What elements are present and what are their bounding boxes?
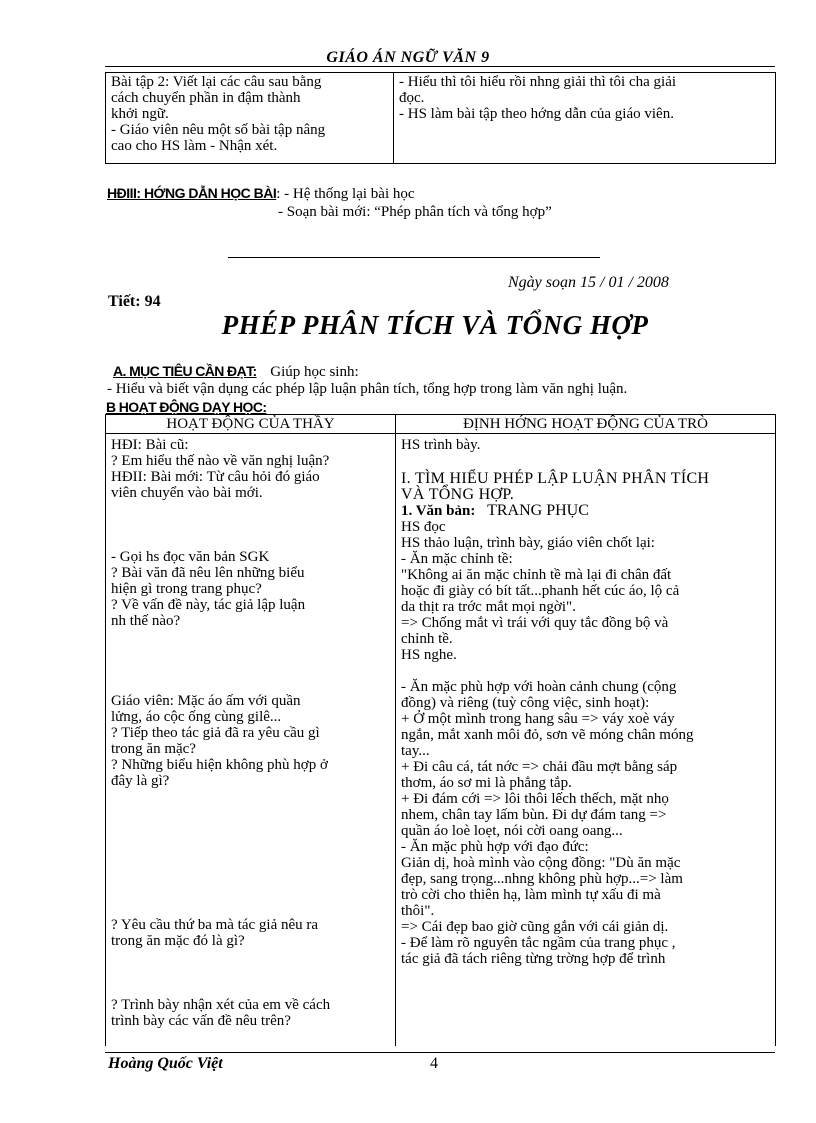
text-line [111,661,390,677]
text-line: ? Tiếp theo tác giả đã ra yêu cầu gì [111,725,320,741]
text-line: HS thảo luận, trình bày, giáo viên chốt lại: [401,535,655,551]
text-line: ? Em hiểu thế nào về văn nghị luận? [111,453,330,469]
text-line: "Không ai ăn mặc chỉnh tề mà lại đi chân đất [401,567,672,583]
text-line: lửng, áo cộc ống cùng gilê... [111,709,282,725]
text-line: + Đi câu cá, tát nớc => chải đầu mợt bằng sáp [401,759,678,775]
text-line [111,853,390,869]
exercise-student-cell [394,73,776,164]
section-divider [228,257,600,258]
text-line: HS nghe. [401,647,457,663]
teacher-column [106,434,396,1047]
footer-rule [105,1052,775,1053]
text-line [111,645,390,661]
text-line [111,981,390,997]
text-line: viên chuyển vào bài mới. [111,485,263,501]
text-line: trong ăn mặc? [111,741,196,757]
text-line: HS đọc [401,519,446,535]
text-line: - HS làm bài tập theo hớng dẫn của giáo viên. [399,106,674,122]
text-line: da thịt ra trớc mắt mọi ngời". [401,599,576,615]
homework-label: HĐIII: HỚNG DẪN HỌC BÀI [107,185,277,201]
text-line: nh thế nào? [111,613,181,629]
text-line: - Ăn mặc chỉnh tề: [401,551,513,567]
text-line [111,677,390,693]
lesson-date: Ngày soạn 15 / 01 / 2008 [508,274,669,291]
text-line [111,501,390,517]
student-lines [401,519,770,967]
footer-author: Hoàng Quốc Việt [108,1055,223,1072]
text-line [111,821,390,837]
homework-item-1: : - Hệ thống lại bài học [276,186,415,202]
text-line [111,949,390,965]
text-line: ? Trình bày nhận xét của em về cách [111,997,331,1013]
text-line: cách chuyển phần in đậm thành [111,90,301,106]
text-heading-label: 1. Văn bản: [401,503,476,519]
text-line: Giản dị, hoà mình vào cộng đồng: "Dù ăn mặc [401,855,681,871]
text-line: trò cời cho thiên hạ, làm mình tự xấu đi mà [401,887,661,903]
text-line: thơm, áo sơ mi là phẳng tắp. [401,775,572,791]
text-line: ? Bài văn đã nêu lên những biểu [111,565,305,581]
text-line: trong ăn mặc đó là gì? [111,933,245,949]
text-line: ? Những biểu hiện không phù hợp ở [111,757,328,773]
text-line: khởi ngữ. [111,106,169,122]
text-line: ? Về vấn đề này, tác giả lập luận [111,597,306,613]
text-line: đồng) và riêng (tuỳ công việc, sinh hoạt): [401,695,650,711]
text-line: quần áo loè loẹt, nói cời oang oang... [401,823,623,839]
text-line [111,805,390,821]
text-line [111,837,390,853]
objectives-heading [113,363,359,381]
student-column [396,434,776,1047]
text-line: đẹp, sang trọng...nhng không phù hợp...=> làm [401,871,683,887]
objectives-text: - Hiểu và biết vận dụng các phép lập luận phân tích, tổng hợp trong làm văn nghị luận. [107,381,628,397]
text-line: đây là gì? [111,773,170,789]
homework-line-1 [107,185,415,203]
text-line: thôi". [401,903,435,919]
text-line: - Gọi hs đọc văn bản SGK [111,549,270,565]
text-line: - Giáo viên nêu một số bài tập nâng [111,122,326,138]
page-header-title: GIÁO ÁN NGỮ VĂN 9 [326,49,490,66]
header-rule [105,66,775,67]
objectives-intro: Giúp học sinh: [270,364,359,380]
text-line [111,789,390,805]
text-line: + Đi đám cới => lôi thôi lếch thếch, mặt nhọ [401,791,669,807]
lesson-title: PHÉP PHÂN TÍCH VÀ TỔNG HỢP [221,310,649,340]
text-heading [401,503,770,519]
activities-label: B HOẠT ĐỘNG DẠY HỌC: [106,399,267,415]
col-header-teacher: HOẠT ĐỘNG CỦA THẦY [106,415,396,434]
text-line: - Ăn mặc phù hợp với đạo đức: [401,839,589,855]
text-line: => Chống mắt vì trái với quy tắc đồng bộ và [401,615,669,631]
text-line: => Cái đẹp bao giờ cũng gắn với cái giản dị. [401,919,669,935]
col-header-student: ĐỊNH HỚNG HOẠT ĐỘNG CỦA TRÒ [396,415,776,434]
text-line: HĐI: Bài cũ: [111,437,189,453]
text-line: tay... [401,743,430,759]
text-line: - Để làm rõ nguyên tắc ngầm của trang phục , [401,935,676,951]
text-line [111,965,390,981]
activities-table [105,414,776,1046]
footer-page-number: 4 [430,1055,438,1072]
text-line: trình bày các vấn đề nêu trên? [111,1013,291,1029]
homework-item-2: - Soạn bài mới: “Phép phân tích và tổng hợp” [278,204,552,220]
text-line: HS trình bày. [401,437,481,453]
text-line: - Ăn mặc phù hợp với hoàn cảnh chung (cộng [401,679,677,695]
text-line: - Hiểu thì tôi hiểu rồi nhng giải thì tôi cha giải [399,74,677,90]
text-line [111,869,390,885]
section-heading-cont: VÀ TỔNG HỢP. [401,486,515,503]
text-line: Bài tập 2: Viết lại các câu sau bằng [111,74,322,90]
text-line [111,901,390,917]
text-line: hiện gì trong trang phục? [111,581,262,597]
text-heading-title: TRANG PHỤC [487,502,589,519]
text-line: tác giả đã tách riêng từng trờng hợp để trình [401,951,666,967]
lesson-number: Tiết: 94 [108,293,161,310]
text-line: ? Yêu cầu thứ ba mà tác giả nêu ra [111,917,319,933]
text-line: chỉnh tề. [401,631,453,647]
exercise-teacher-cell [106,73,394,164]
section-heading: I. TÌM HIỂU PHÉP LẬP LUẬN PHÂN TÍCH [401,470,710,487]
text-line: HĐII: Bài mới: Từ câu hỏi đó giáo [111,469,320,485]
objectives-label: A. MỤC TIÊU CẦN ĐẠT: [113,363,257,379]
spacer [401,453,770,465]
text-line [111,533,390,549]
text-line: hoặc đi giày có bít tất...phanh hết cúc áo, lộ cả [401,583,680,599]
text-line: nhem, chân tay lấm bùn. Đi dự đám tang => [401,807,667,823]
text-line [111,885,390,901]
text-line [111,517,390,533]
text-line: Giáo viên: Mặc áo ấm với quần [111,693,301,709]
text-line [111,629,390,645]
teacher-lines [111,437,390,1029]
text-line: cao cho HS làm - Nhận xét. [111,138,278,154]
exercise-table [105,72,776,164]
text-line: ngắn, mắt xanh môi đỏ, sơn vẽ móng chân móng [401,727,694,743]
text-line: + Ở một mình trong hang sâu => váy xoè váy [401,711,675,727]
text-line: đọc. [399,90,425,106]
text-line [401,663,770,679]
